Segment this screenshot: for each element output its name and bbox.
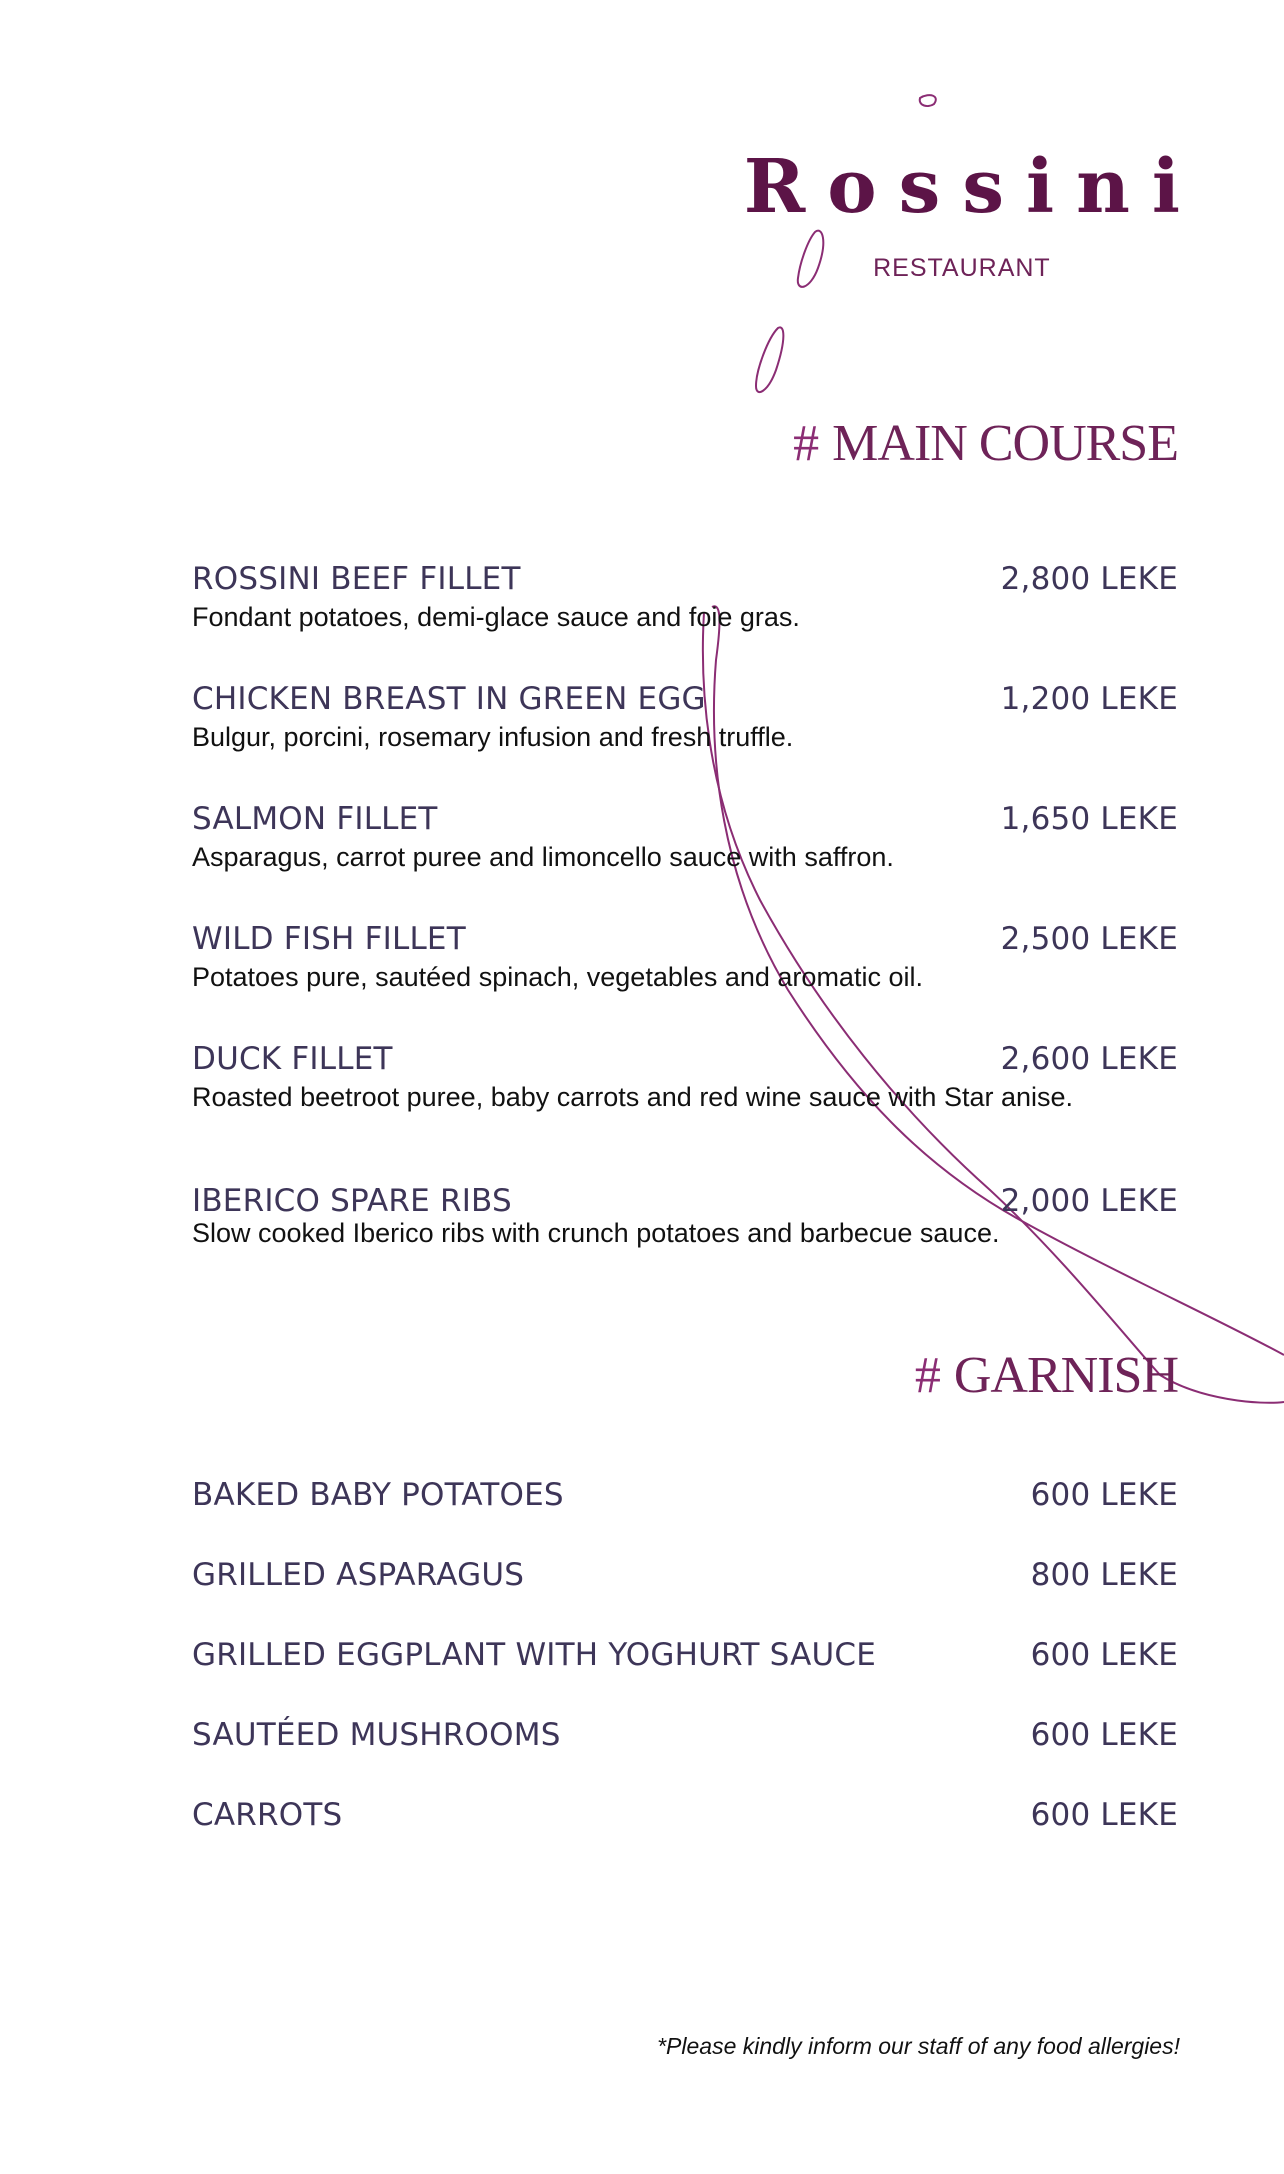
main-course-heading xyxy=(793,415,1178,472)
item-name: CHICKEN BREAST IN GREEN EGG xyxy=(192,681,706,717)
item-price: 1,200 LEKE xyxy=(1000,681,1178,717)
menu-item xyxy=(192,802,1178,875)
item-name: GRILLED EGGPLANT WITH YOGHURT SAUCE xyxy=(192,1637,877,1673)
item-name: GRILLED ASPARAGUS xyxy=(192,1557,525,1593)
hash-symbol: # xyxy=(914,1347,940,1404)
menu-item xyxy=(192,1042,1178,1115)
item-description: Slow cooked Iberico ribs with crunch potatoes and barbecue sauce. xyxy=(192,1217,1000,1248)
item-name: SAUTÉED MUSHROOMS xyxy=(192,1717,561,1753)
main-course-title: MAIN COURSE xyxy=(832,415,1178,472)
item-name: DUCK FILLET xyxy=(192,1041,393,1077)
item-description: Bulgur, porcini, rosemary infusion and fresh truffle. xyxy=(192,721,794,752)
brand-subtitle: RESTAURANT xyxy=(873,254,1051,282)
garnish-title: GARNISH xyxy=(953,1347,1178,1404)
hash-symbol: # xyxy=(793,415,819,472)
allergy-note: *Please kindly inform our staff of any food allergies! xyxy=(657,2033,1180,2059)
item-description: Asparagus, carrot puree and limoncello sauce with saffron. xyxy=(192,841,894,872)
item-price: 600 LEKE xyxy=(1030,1477,1178,1513)
item-name: ROSSINI BEEF FILLET xyxy=(192,561,521,597)
garnish-item xyxy=(192,1478,1178,1514)
menu-item xyxy=(192,1184,1178,1251)
item-description: Roasted beetroot puree, baby carrots and red wine sauce with Star anise. xyxy=(192,1081,1074,1112)
item-price: 600 LEKE xyxy=(1030,1797,1178,1833)
item-description: Potatoes pure, sautéed spinach, vegetables and aromatic oil. xyxy=(192,961,923,992)
menu-item xyxy=(192,562,1178,635)
garnish-item xyxy=(192,1718,1178,1754)
item-name: WILD FISH FILLET xyxy=(192,921,466,957)
garnish-item xyxy=(192,1638,1178,1674)
brand-block xyxy=(743,144,1202,283)
item-price: 1,650 LEKE xyxy=(1000,801,1178,837)
item-name: BAKED BABY POTATOES xyxy=(192,1477,564,1513)
brand-name: Rossini xyxy=(743,144,1202,230)
item-description: Fondant potatoes, demi-glace sauce and foie gras. xyxy=(192,601,800,632)
item-price: 2,600 LEKE xyxy=(1000,1041,1178,1077)
menu-item xyxy=(192,922,1178,995)
item-price: 2,500 LEKE xyxy=(1000,921,1178,957)
item-price: 2,000 LEKE xyxy=(1000,1183,1178,1219)
garnish-item xyxy=(192,1798,1178,1834)
garnish-item xyxy=(192,1558,1178,1594)
garnish-heading xyxy=(914,1347,1178,1404)
item-name: SALMON FILLET xyxy=(192,801,438,837)
item-price: 2,800 LEKE xyxy=(1000,561,1178,597)
item-price: 600 LEKE xyxy=(1030,1637,1178,1673)
item-name: IBERICO SPARE RIBS xyxy=(192,1183,512,1219)
item-price: 800 LEKE xyxy=(1030,1557,1178,1593)
menu-item xyxy=(192,682,1178,755)
item-price: 600 LEKE xyxy=(1030,1717,1178,1753)
item-name: CARROTS xyxy=(192,1797,343,1833)
